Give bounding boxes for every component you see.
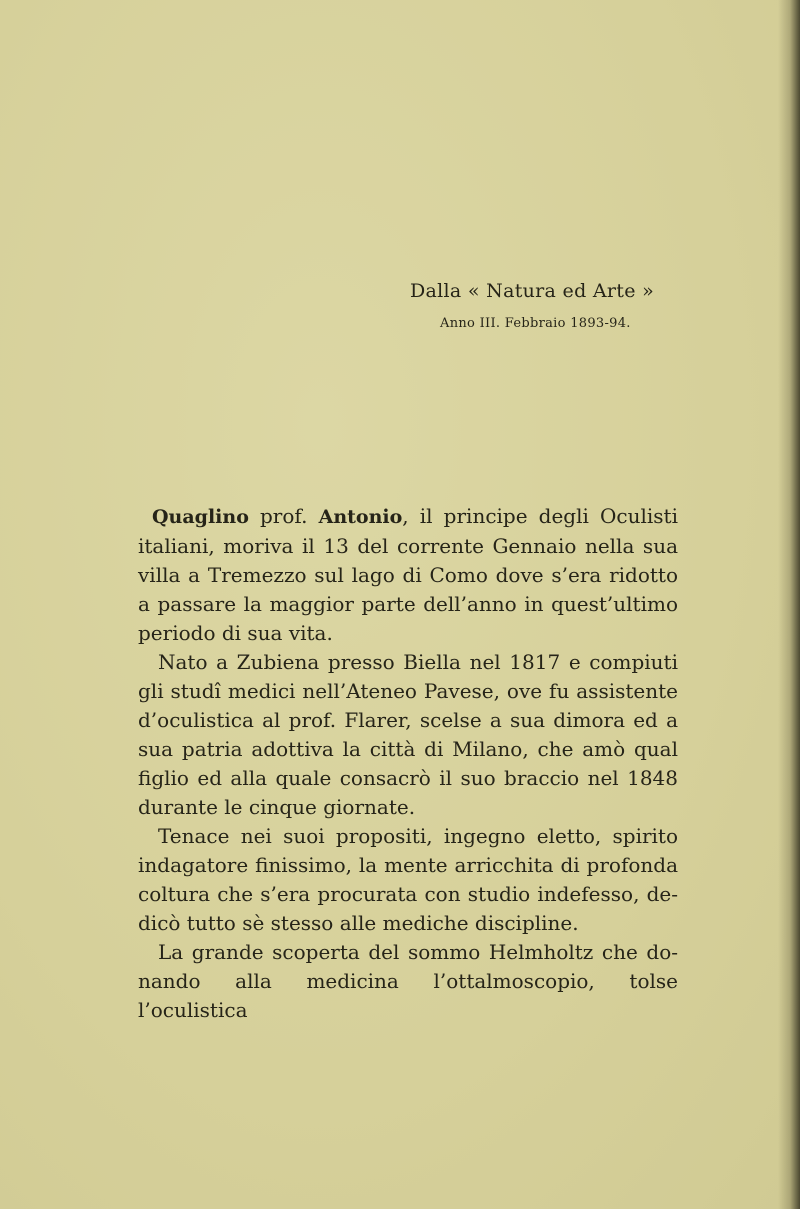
paragraph-1	[138, 502, 678, 648]
article-body	[138, 502, 678, 1025]
surname-bold: Quaglino	[152, 506, 249, 528]
page-edge-shadow	[778, 0, 800, 1209]
paragraph-2: Nato a Zubiena presso Biella nel 1817 e compiuti gli studî medici nell’Ateneo Pavese, ove fu assistente d’oculistica al prof. Flarer, scelse a sua dimora ed a sua patria adottiva la città di Milano, che amò qual figlio ed alla quale consacrò il suo braccio nel 1848 durante le cinque giornate.	[138, 650, 678, 819]
paragraph-3: Tenace nei suoi propositi, ingegno eletto, spirito indagatore finissimo, la mente arricchita di profonda coltura che s’era procurata con studio indefesso, de- dicò tutto sè stesso alle mediche discipline.	[138, 824, 678, 935]
p1-text-a: prof.	[248, 504, 319, 528]
source-heading: Dalla « Natura ed Arte »	[410, 280, 655, 302]
first-name-bold: Antonio	[318, 506, 403, 528]
paragraph-4: La grande scoperta del sommo Helmholtz che do- nando alla medicina l’ottalmoscopio, tolse l’oculistica	[138, 940, 678, 1022]
p1-text-b: , il principe degli Oculisti italiani, moriva il 13 del corrente Gennaio nella sua villa a Tremezzo sul lago di Como dove s’era ridotto a passare la maggior parte dell’anno in quest’ultimo periodo di sua vita.	[138, 504, 678, 645]
issue-line: Anno III. Febbraio 1893-94.	[440, 316, 631, 331]
